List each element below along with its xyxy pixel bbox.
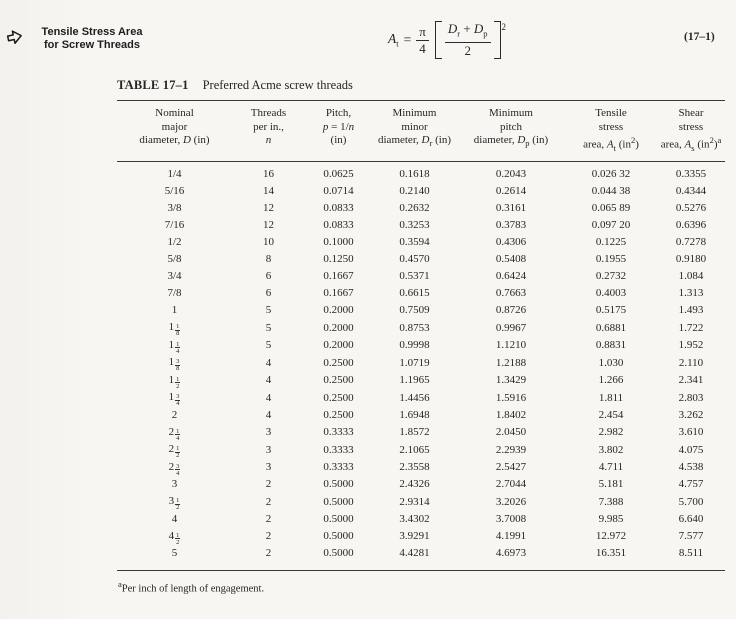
- pitch-diameter-cell: 0.4306: [495, 236, 527, 249]
- table-row: [117, 511, 725, 528]
- eq-coef-fraction: [416, 25, 429, 56]
- minor-diameter-cell: 0.2632: [399, 202, 430, 215]
- eq-inner-denominator: 2: [464, 42, 471, 58]
- nominal-diameter-cell: 4: [171, 512, 178, 525]
- pitch-cell: 0.1667: [323, 270, 354, 283]
- nominal-diameter-cell: 1: [171, 304, 178, 317]
- pointer-arrow-icon: [6, 28, 25, 47]
- threads-per-in-cell: 8: [265, 253, 272, 266]
- threads-per-in-cell: 10: [263, 236, 274, 249]
- pitch-cell: 0.0833: [323, 202, 354, 215]
- nominal-diameter-cell: 1/4: [167, 168, 182, 181]
- tensile-stress-area-cell: 0.1955: [595, 253, 627, 266]
- shear-stress-area-cell: 3.262: [678, 408, 704, 421]
- shear-stress-area-cell: 5.700: [678, 495, 704, 508]
- left-bracket: [435, 21, 442, 59]
- pitch-diameter-cell: 0.2043: [495, 168, 527, 181]
- minor-diameter-cell: 0.5371: [399, 270, 430, 283]
- pitch-cell: 0.0714: [323, 185, 354, 198]
- table-row: [117, 407, 725, 424]
- nominal-diameter-cell: 1 $\frac{1}{2}$: [168, 373, 180, 390]
- pitch-diameter-cell: 3.7008: [495, 512, 527, 525]
- threads-per-in-cell: 4: [265, 374, 272, 387]
- threads-per-in-cell: 5: [265, 304, 272, 317]
- shear-stress-area-cell: 2.341: [678, 374, 704, 387]
- pitch-diameter-cell: 2.5427: [495, 461, 527, 474]
- table-caption: Preferred Acme screw threads: [202, 78, 353, 92]
- tensile-stress-area-cell: 0.044 38: [591, 185, 631, 198]
- margin-note-line2: for Screw Threads: [44, 39, 140, 51]
- table-row: [117, 424, 725, 442]
- threads-per-in-cell: 12: [263, 202, 274, 215]
- table-label: TABLE 17–1: [117, 78, 189, 92]
- eq-coef-numerator: π: [416, 25, 429, 41]
- tensile-stress-area-cell: 0.6881: [595, 321, 627, 334]
- pitch-diameter-cell: 0.7663: [495, 287, 527, 300]
- tensile-stress-area-cell: 0.065 89: [591, 202, 631, 215]
- shear-stress-area-cell: 0.4344: [675, 185, 707, 198]
- pitch-cell: 0.5000: [323, 478, 354, 491]
- threads-per-in-cell: 2: [265, 512, 272, 525]
- eq-lhs: $A_t$: [388, 31, 399, 49]
- column-header: Nominal major diameter, D (in): [117, 101, 232, 162]
- threads-per-in-cell: 2: [265, 478, 272, 491]
- table-header-row: [117, 101, 725, 162]
- acme-threads-table: [117, 100, 725, 571]
- pitch-diameter-cell: 3.2026: [495, 495, 527, 508]
- margin-note: [6, 26, 153, 52]
- shear-stress-area-cell: 1.722: [678, 321, 704, 334]
- minor-diameter-cell: 0.1618: [399, 168, 430, 181]
- table-row: [117, 302, 725, 319]
- threads-per-in-cell: 3: [265, 443, 272, 456]
- minor-diameter-cell: 1.8572: [399, 426, 430, 439]
- table-title: [117, 78, 725, 93]
- tensile-stress-area-cell: 2.982: [598, 426, 624, 439]
- pitch-cell: 0.5000: [323, 547, 354, 560]
- minor-diameter-cell: 0.9998: [399, 339, 430, 352]
- nominal-diameter-cell: 3 $\frac{1}{2}$: [168, 495, 180, 512]
- pitch-diameter-cell: 0.5408: [495, 253, 527, 266]
- nominal-diameter-cell: 4 $\frac{1}{2}$: [168, 529, 180, 546]
- column-header: Pitch, p = 1/n (in): [305, 101, 372, 162]
- threads-per-in-cell: 4: [265, 356, 272, 369]
- pitch-cell: 0.5000: [323, 530, 354, 543]
- shear-stress-area-cell: 4.075: [678, 443, 704, 456]
- table-row: [117, 389, 725, 407]
- pitch-cell: 0.1250: [323, 253, 354, 266]
- minor-diameter-cell: 2.3558: [399, 461, 430, 474]
- pitch-diameter-cell: 0.8726: [495, 304, 527, 317]
- minor-diameter-cell: 4.4281: [399, 547, 430, 560]
- table-row: [117, 234, 725, 251]
- pitch-cell: 0.2000: [323, 321, 354, 334]
- shear-stress-area-cell: 6.640: [678, 512, 704, 525]
- margin-note-text: [31, 26, 153, 52]
- nominal-diameter-cell: 3/4: [167, 270, 182, 283]
- pitch-diameter-cell: 0.6424: [495, 270, 527, 283]
- pitch-diameter-cell: 4.1991: [495, 530, 527, 543]
- table-row: [117, 285, 725, 302]
- column-header: Threads per in., n: [232, 101, 305, 162]
- threads-per-in-cell: 14: [263, 185, 274, 198]
- pitch-cell: 0.0833: [323, 219, 354, 232]
- table-row: [117, 528, 725, 546]
- tensile-stress-area-cell: 2.454: [598, 408, 624, 421]
- nominal-diameter-cell: 2 $\frac{3}{4}$: [168, 460, 180, 477]
- pitch-diameter-cell: 1.1210: [495, 339, 527, 352]
- nominal-diameter-cell: 1 $\frac{1}{8}$: [168, 321, 180, 338]
- threads-per-in-cell: 6: [265, 287, 272, 300]
- threads-per-in-cell: 3: [265, 461, 272, 474]
- pitch-cell: 0.2500: [323, 408, 354, 421]
- shear-stress-area-cell: 0.7278: [675, 236, 707, 249]
- minor-diameter-cell: 3.9291: [399, 530, 430, 543]
- tensile-stress-area-cell: 5.181: [598, 478, 624, 491]
- shear-stress-area-cell: 0.6396: [675, 219, 707, 232]
- pitch-diameter-cell: 0.9967: [495, 321, 527, 334]
- eq-inner-numerator: $D_r + D_p$: [445, 22, 491, 43]
- nominal-diameter-cell: 5/8: [167, 253, 182, 266]
- column-header: Shear stress area, $A_s$ $(in^2)^a$: [657, 101, 725, 162]
- tensile-stress-area-cell: 0.4003: [595, 287, 627, 300]
- shear-stress-area-cell: 2.803: [678, 391, 704, 404]
- threads-per-in-cell: 5: [265, 339, 272, 352]
- minor-diameter-cell: 1.0719: [399, 356, 430, 369]
- shear-stress-area-cell: 4.757: [678, 478, 704, 491]
- nominal-diameter-cell: 3/8: [167, 202, 182, 215]
- minor-diameter-cell: 0.2140: [399, 185, 430, 198]
- pitch-cell: 0.5000: [323, 512, 354, 525]
- shear-stress-area-cell: 7.577: [678, 530, 704, 543]
- pitch-diameter-cell: 1.2188: [495, 356, 527, 369]
- threads-per-in-cell: 5: [265, 321, 272, 334]
- threads-per-in-cell: 3: [265, 426, 272, 439]
- tensile-stress-area-cell: 0.5175: [595, 304, 627, 317]
- nominal-diameter-cell: 3: [171, 478, 178, 491]
- table-row: [117, 162, 725, 184]
- pitch-diameter-cell: 2.7044: [495, 478, 527, 491]
- eq-coef-denominator: 4: [419, 40, 426, 56]
- minor-diameter-cell: 0.6615: [399, 287, 430, 300]
- table-row: [117, 354, 725, 372]
- table-row: [117, 372, 725, 390]
- tensile-stress-area-cell: 16.351: [595, 547, 627, 560]
- eq-exponent: 2: [501, 22, 507, 32]
- pitch-cell: 0.3333: [323, 443, 354, 456]
- equation-number: (17–1): [684, 31, 715, 43]
- table-row: [117, 217, 725, 234]
- right-bracket: [494, 21, 501, 59]
- minor-diameter-cell: 0.4570: [399, 253, 430, 266]
- shear-stress-area-cell: 1.084: [678, 270, 704, 283]
- table-row: [117, 268, 725, 285]
- minor-diameter-cell: 0.7509: [399, 304, 430, 317]
- table-row: [117, 476, 725, 493]
- tensile-stress-area-cell: 1.266: [598, 374, 624, 387]
- nominal-diameter-cell: 1/2: [167, 236, 182, 249]
- column-header: Minimum minor diameter, $D_r$ (in): [372, 101, 457, 162]
- pitch-cell: 0.5000: [323, 495, 354, 508]
- threads-per-in-cell: 16: [263, 168, 274, 181]
- minor-diameter-cell: 3.4302: [399, 512, 430, 525]
- table-body: [117, 162, 725, 571]
- table-row: [117, 183, 725, 200]
- shear-stress-area-cell: 1.313: [678, 287, 704, 300]
- nominal-diameter-cell: 1 $\frac{3}{4}$: [168, 391, 180, 408]
- minor-diameter-cell: 0.3253: [399, 219, 430, 232]
- pitch-cell: 0.1667: [323, 287, 354, 300]
- pitch-diameter-cell: 4.6973: [495, 547, 527, 560]
- minor-diameter-cell: 0.8753: [399, 321, 430, 334]
- shear-stress-area-cell: 1.952: [678, 339, 704, 352]
- table-footnote: $^a$Per inch of length of engagement.: [118, 579, 265, 595]
- pitch-diameter-cell: 1.8402: [495, 408, 527, 421]
- tensile-stress-area-cell: 0.8831: [595, 339, 627, 352]
- minor-diameter-cell: 2.4326: [399, 478, 430, 491]
- pitch-diameter-cell: 1.5916: [495, 391, 527, 404]
- column-header: Minimum pitch diameter, $D_p$ (in): [457, 101, 565, 162]
- pitch-cell: 0.2500: [323, 374, 354, 387]
- equation-17-1: [388, 14, 505, 66]
- pitch-cell: 0.2000: [323, 304, 354, 317]
- margin-note-line1: Tensile Stress Area: [41, 26, 143, 38]
- pitch-cell: 0.2000: [323, 339, 354, 352]
- minor-diameter-cell: 2.1065: [399, 443, 430, 456]
- pitch-cell: 0.3333: [323, 461, 354, 474]
- tensile-stress-area-cell: 0.2732: [595, 270, 627, 283]
- table-row: [117, 545, 725, 571]
- pitch-diameter-cell: 0.3161: [495, 202, 527, 215]
- pitch-diameter-cell: 1.3429: [495, 374, 527, 387]
- shear-stress-area-cell: 2.110: [678, 356, 704, 369]
- nominal-diameter-cell: 5/16: [164, 185, 185, 198]
- pitch-diameter-cell: 0.2614: [495, 185, 527, 198]
- minor-diameter-cell: 1.6948: [399, 408, 430, 421]
- nominal-diameter-cell: 7/16: [164, 219, 185, 232]
- shear-stress-area-cell: 3.610: [678, 426, 704, 439]
- table-row: [117, 200, 725, 217]
- pitch-diameter-cell: 2.2939: [495, 443, 527, 456]
- tensile-stress-area-cell: 4.711: [598, 461, 624, 474]
- tensile-stress-area-cell: 7.388: [598, 495, 624, 508]
- pitch-cell: 0.3333: [323, 426, 354, 439]
- pitch-cell: 0.0625: [323, 168, 354, 181]
- tensile-stress-area-cell: 0.026 32: [591, 168, 631, 181]
- pitch-diameter-cell: 0.3783: [495, 219, 527, 232]
- tensile-stress-area-cell: 9.985: [598, 512, 624, 525]
- shear-stress-area-cell: 1.493: [678, 304, 704, 317]
- column-header: Tensile stress area, $A_t$ $(in^2)$: [565, 101, 657, 162]
- table-row: [117, 441, 725, 459]
- table-row: [117, 459, 725, 477]
- threads-per-in-cell: 6: [265, 270, 272, 283]
- tensile-stress-area-cell: 0.097 20: [591, 219, 631, 232]
- tensile-stress-area-cell: 12.972: [595, 530, 627, 543]
- tensile-stress-area-cell: 0.1225: [595, 236, 627, 249]
- shear-stress-area-cell: 0.9180: [675, 253, 707, 266]
- shear-stress-area-cell: 0.3355: [675, 168, 707, 181]
- nominal-diameter-cell: 5: [171, 547, 178, 560]
- pitch-cell: 0.1000: [323, 236, 354, 249]
- nominal-diameter-cell: 1 $\frac{1}{4}$: [168, 338, 180, 355]
- pitch-cell: 0.2500: [323, 391, 354, 404]
- shear-stress-area-cell: 8.511: [678, 547, 704, 560]
- table-row: [117, 493, 725, 511]
- nominal-diameter-cell: 2: [171, 408, 178, 421]
- threads-per-in-cell: 2: [265, 495, 272, 508]
- pitch-diameter-cell: 2.0450: [495, 426, 527, 439]
- table-row: [117, 319, 725, 337]
- threads-per-in-cell: 2: [265, 547, 272, 560]
- threads-per-in-cell: 4: [265, 408, 272, 421]
- shear-stress-area-cell: 4.538: [678, 461, 704, 474]
- minor-diameter-cell: 1.1965: [399, 374, 430, 387]
- nominal-diameter-cell: 7/8: [167, 287, 182, 300]
- table-row: [117, 337, 725, 355]
- tensile-stress-area-cell: 1.030: [598, 356, 624, 369]
- threads-per-in-cell: 4: [265, 391, 272, 404]
- pitch-cell: 0.2500: [323, 356, 354, 369]
- minor-diameter-cell: 2.9314: [399, 495, 430, 508]
- nominal-diameter-cell: 2 $\frac{1}{2}$: [168, 443, 180, 460]
- tensile-stress-area-cell: 1.811: [598, 391, 624, 404]
- table-row: [117, 251, 725, 268]
- minor-diameter-cell: 1.4456: [399, 391, 430, 404]
- table-17-1: [117, 78, 725, 595]
- tensile-stress-area-cell: 3.802: [598, 443, 624, 456]
- minor-diameter-cell: 0.3594: [399, 236, 430, 249]
- nominal-diameter-cell: 1 $\frac{3}{8}$: [168, 356, 180, 373]
- shear-stress-area-cell: 0.5276: [675, 202, 707, 215]
- nominal-diameter-cell: 2 $\frac{1}{4}$: [168, 425, 180, 442]
- threads-per-in-cell: 2: [265, 530, 272, 543]
- threads-per-in-cell: 12: [263, 219, 274, 232]
- eq-inner-fraction: [445, 22, 491, 58]
- eq-equals: =: [403, 32, 412, 47]
